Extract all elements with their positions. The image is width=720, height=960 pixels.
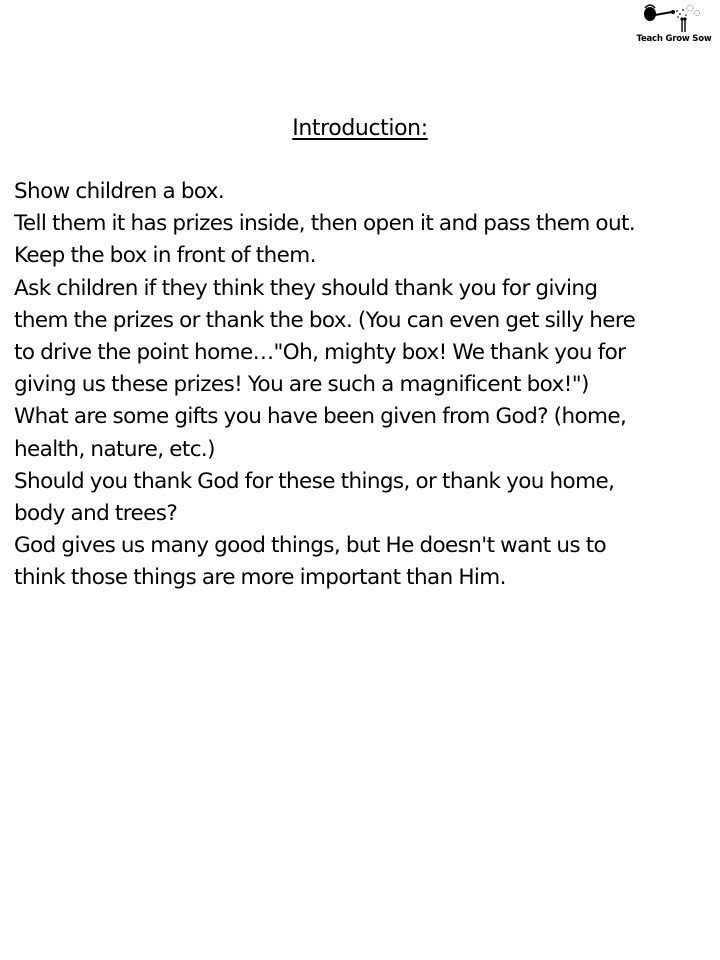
brand-logo bbox=[634, 2, 714, 50]
text-line: to drive the point home…"Oh, mighty box! We thank you for bbox=[14, 340, 626, 366]
text-line: Keep the box in front of them. bbox=[14, 243, 316, 269]
logo-text: Teach Grow Sow bbox=[636, 34, 712, 44]
text-line: think those things are more important than Him. bbox=[14, 565, 506, 591]
text-line: them the prizes or thank the box. (You can even get silly here bbox=[14, 307, 636, 333]
text-line: Show children a box. bbox=[14, 179, 225, 204]
introduction-body bbox=[14, 176, 714, 595]
page-title: Introduction: bbox=[292, 116, 428, 141]
text-line: Tell them it has prizes inside, then open it and pass them out. bbox=[14, 211, 636, 237]
watering-can-logo-icon bbox=[642, 2, 706, 36]
text-line: body and trees? bbox=[14, 501, 178, 527]
text-line: Should you thank God for these things, or thank you home, bbox=[14, 468, 615, 494]
text-line: Ask children if they think they should thank you for giving bbox=[14, 275, 598, 301]
text-line: God gives us many good things, but He doesn't want us to bbox=[14, 533, 607, 559]
text-line: health, nature, etc.) bbox=[14, 436, 215, 462]
text-line: What are some gifts you have been given from God? (home, bbox=[14, 404, 627, 430]
text-line: giving us these prizes! You are such a magnificent box!") bbox=[14, 372, 589, 398]
